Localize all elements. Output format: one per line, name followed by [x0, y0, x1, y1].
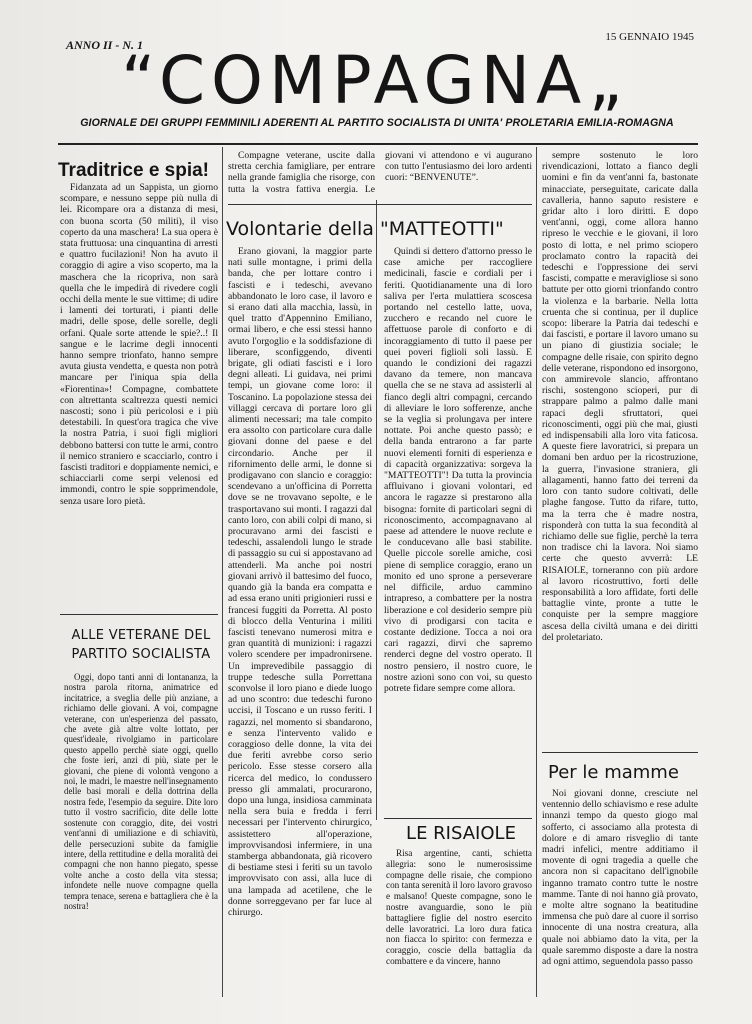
article-risaiole-body: Risa argentine, canti, schietta allegria: sono le numerosissime compagne delle risaie, che compiono con tanta serenità il loro lavoro gravoso e malsano! Queste compagne, sono le nostre avanguardie, sono le più battagliere figlie del nostro esercito delle lavoratrici. La loro dura fatica non fiacca lo spirito: con fermezza e coraggio, coscie della battaglia da combattere e da vincere, hanno	[386, 848, 532, 966]
column-divider-3	[536, 147, 537, 997]
headline-traditrice: Traditrice e spia!	[58, 160, 210, 181]
headline-mamme: Per le mamme	[548, 762, 679, 783]
section-divider	[60, 614, 218, 615]
article-veterane-body: Oggi, dopo tanti anni di lontananza, la nostra parola ritorna, animatrice ed incitatrice, a sveglia delle più anziane, a richiamo delle giovani. A voi, compagne veterane, con un'esperienza del passato, che avete già altre volte lottato, per quest'ideale, rivolgiamo in particolare questo appello perchè siate oggi, quello che foste ieri, anzi di più, siate per le giovani, che piene di volontà vengono a noi, le madri, le maestre nell'insegnamento delle basi morali e della dottrina della nostra fede, l'esempio da seguire. Dite loro tutto il vostro sacrificio, dite delle lotte sostenute con coraggio, dite, dei vostri vent'anni di umiliazione e di schiavitù, delle persecuzioni subite da famiglie intere, della rettitudine e della moralità dei compagni che non hanno piegato, spesse volte anche a costo della vita stessa; infondete nelle nuove compagne quella tempra tenace, serena e battagliera che è la nostra!	[64, 672, 218, 911]
article-volontarie-col1: Erano giovani, la maggior parte nati sulle montagne, i primi della banda, che per lottare contro i fascisti e i tedeschi, avevano abbandonato le loro case, il lavoro e si erano dati alla macchia, lassù, in quel tratto d'Appennino Emiliano, ormai libero, e che essi stessi hanno avuto l'orgoglio e la soddisfazione di liberare, sconfiggendo, diventi brigate, gli odiati fascisti e i loro degni alleati. Li guidava, nei primi tempi, un giovane come loro: il Toscanino. La popolazione stessa dei villaggi cercava di portare loro gli alimenti necessari; ma tale compito era assolto con particolare cura dalle giovani donne del paese e del circondario. Anche per il rifornimento delle armi, le donne si prodigavano con slancio e coraggio: scendevano a un'officina di Porretta dove se ne trovavano sepolte, e le trasportavano sui monti. I ragazzi dal canto loro, con abili colpi di mano, si procuravano armi dei fascisti e tedeschi, assalendoli lungo le strade di passaggio su cui si appostavano ad attenderli. Ma anche poi nostri giovani arrivò il battesimo del fuoco, quando già la banda era compatta e ad essa erano uniti prigionieri russi e francesi fuggiti da Porretta. Al posto di blocco della Venturina i militi fascisti tenevano numerosi mitra e gran quantità di munizioni: i ragazzi volero scendere per impadronirsene. Un imprevedibile passaggio di truppe tedesche sulla Porrettana sconvolse il loro piano e diede luogo ad uno scontro: due tedeschi furono uccisi, il Toscano e un russo feriti. I ragazzi, nel momento si sbandarono, e senza l'intervento valido e coraggioso delle donne, la vita dei due feriti avrebbe corso serio pericolo. Esse stesse corsero alla ricerca del medico, lo condussero presso gli ammalati, procurarono, dopo una lunga, insidiosa camminata nella sera buia e fredda i ferri necessari per l'intervento chirurgico, assistettero all'operazione, improvvisandosi infermiere, in una stamberga abbandonata, già ricovero di bestiame stesi i feriti su un tavolo improvvisato con assi, alla luce di una lampada ad acetilene, che le donne sorreggevano per far luce al chirurgo.	[228, 246, 372, 918]
article-mamme-body: Noi giovani donne, cresciute nel ventennio dello schiavismo e rese adulte innanzi tempo da questo giogo mal sofferto, ci associamo alla protesta di dolore e di amaro risveglio di tante madri infelici, mentre additiamo il movente di ogni tragedia a quelle che ancora non si capacitano dell'ignobile inganno tramato contro tutte le nostre mamme. Tante di noi hanno già provato, e molte altre sognano la beatitudine immensa che può dare al cuore il sorriso innocente di una nostra creatura, alla quale noi abbiamo dato la vita, per la quale saremmo disposte a dare la nostra ad ogni attimo, seguendola passo passo	[542, 788, 698, 968]
article-veterane-continued: Compagne veterane, uscite dalla stretta cerchia famigliare, per entrare nella grande famiglia che risorge, con tutta la vostra fattiva energia. Le giovani vi attendono e vi augurano con tutto l'entusiasmo dei loro ardenti cuori: “BENVENUTE”.	[228, 150, 532, 195]
issue-date: 15 GENNAIO 1945	[605, 31, 694, 43]
section-divider	[384, 818, 532, 819]
article-risaiole-continued: sempre sostenuto le loro rivendicazioni, lottato a fianco degli uomini e fin da vent'anni fa, bastonate minacciate, perseguitate, caricate dalla cavalleria, hanno saputo resistere e gridar alto i loro diritti. E dopo vent'anni, oggi, come allora hanno ripreso le vecchie e le giovani, il loro posto di lotta, e nel primo sciopero proclamato contro la rapacità dei tedeschi e l'oppressione dei servi fascisti, compatte e meravigliose si sono battute per otto giorni trionfando contro la violenza e la barbarie. Nella lotta cruenta che si continua, per il duplice scopo: liberare la Patria dai tedeschi e dai fascisti, e portare il lavoro umano su un piano di giustizia sociale; le compagne delle risaie, con spirito degno delle veterane, rispondono ed insorgono, con ammirevole slancio, affrontano rischi, sostengono scioperi, pur di strappare palmo a palmo dalle mani rapaci degli sfruttatori, quei riconoscimenti, oggi più che mai, giusti ed indispensabili alla loro vita faticosa. A queste fiere lavoratrici, si prepara un domani ben arduo per la ricostruzione, la guerra, l'invasione straniera, gli allagamenti, hanno fatto dei terreni da loro con tanto sudore coltivati, delle plaghe fangose. Tutto da rifare, tutto, ma la terra che è madre nostra, risponderà con tutta la sua fecondità al richiamo delle sue figlie, perchè la terra non tradisce chi la lavora. Noi siamo certe che questo avverrà: LE RISAIOLE, torneranno con più ardore al lavoro ricostruttivo, forti delle responsabilità a loro affidate, forti delle battaglie vinte, pronte a tutte le conquiste per la sempre maggiore ascesa della civiltà umana e dei diritti del proletariato.	[542, 150, 698, 643]
section-divider	[542, 752, 698, 753]
header-rule	[58, 143, 698, 145]
masthead-subtitle: GIORNALE DEI GRUPPI FEMMINILI ADERENTI AL PARTITO SOCIALISTA DI UNITA' PROLETARIA EMILIA-ROMAGNA	[80, 117, 674, 129]
column-divider-2	[376, 200, 377, 820]
masthead-title: “COMPAGNA„	[121, 42, 629, 119]
issue-number: ANNO II - N. 1	[66, 38, 144, 52]
headline-risaiole: LE RISAIOLE	[406, 823, 516, 844]
section-divider	[228, 204, 532, 205]
column-divider-1	[222, 147, 223, 997]
article-volontarie-col2: Quindi si dettero d'attorno presso le case amiche per raccogliere medicinali, fascie e cordiali per i feriti. Quotidianamente una di loro saliva per l'erta mulattiera scoscesa portando nel cestello latte, uova, zucchero e recando nel cuore le affettuose parole di conforto e di incoraggiamento di tutto il paese per quei poveri figlioli soli lassù. E quando le condizioni dei ragazzi davano da temere, non mancava quella che se ne stava ad assisterli al fianco degli altri compagni, cercando di alleviare le loro sofferenze, anche se la veglia si prolungava per intere nottate. Poi anche questo passò; e della banda entrarono a far parte nuovi elementi forniti di esperienza e di capacità organizzativa: sorgeva la "MATTEOTTI"! Da tutta la provincia affluivano i giovani volontari, ed ancora le ragazze si prestarono alla bisogna: fornite di particolari segni di riconoscimento, accompagnavano al paese ad attendere le nuove reclute e le conducevano alle basi stabilite. Quelle piccole sorelle amiche, così piene di semplice coraggio, erano un monito ed uno sprone a perseverare nel difficile, arduo cammino intrapreso, a combattere per la nostra liberazione e col desiderio sempre più vivo di prodigarsi con tacita e costante dedizione. Tocca a noi ora cari ragazzi, dirvi che sapremo renderci degne del vostro operato. Il nostro pensiero, il nostro cuore, le nostre azioni sono con voi, su questo potrete fidare sempre come allora.	[384, 246, 532, 694]
headline-veterane: ALLE VETERANE DEL PARTITO SOCIALISTA	[71, 628, 211, 662]
article-traditrice-body: Fidanzata ad un Sappista, un giorno scompare, e nessuno seppe più nulla di lei. Ricompare ora a distanza di mesi, con buona scorta (50 militi), il viso coperto da una maschera! La sua opera è stata fruttuosa: una cinquantina di arresti e quattro fucilazioni! Non ha avuto il coraggio di agire a viso scoperto, ma la maschera che la ricopriva, non sarà quella che le impedirà di rivedere cogli occhi della mente le sue vittime; di udire i lamenti dei torturati, i pianti delle madri, delle spose, delle sorelle, degli orfani. Quale sorte attende le spie?..! Il sangue e le lacrime degli innocenti hanno sempre trionfato, hanno sempre avuta giusta vendetta, e questa non potrà mancare per l'iniqua spia della «Fiorentina»! Compagne, combattete con altrettanta scaltrezza questi nemici nascosti; sono i più pericolosi e i più detestabili. In quest'ora tragica che vive la nostra Patria, i suoi figli migliori debbono battersi con tutte le armi, contro il nemico straniero e scacciarlo, contro i fascisti traditori e doppiamente nemici, e schiacciarli come serpi velenosi ed immondi, contro le spie sopprimendole, senza usare loro pietà.	[60, 182, 218, 507]
headline-volontarie: Volontarie della "MATTEOTTI"	[226, 218, 504, 240]
